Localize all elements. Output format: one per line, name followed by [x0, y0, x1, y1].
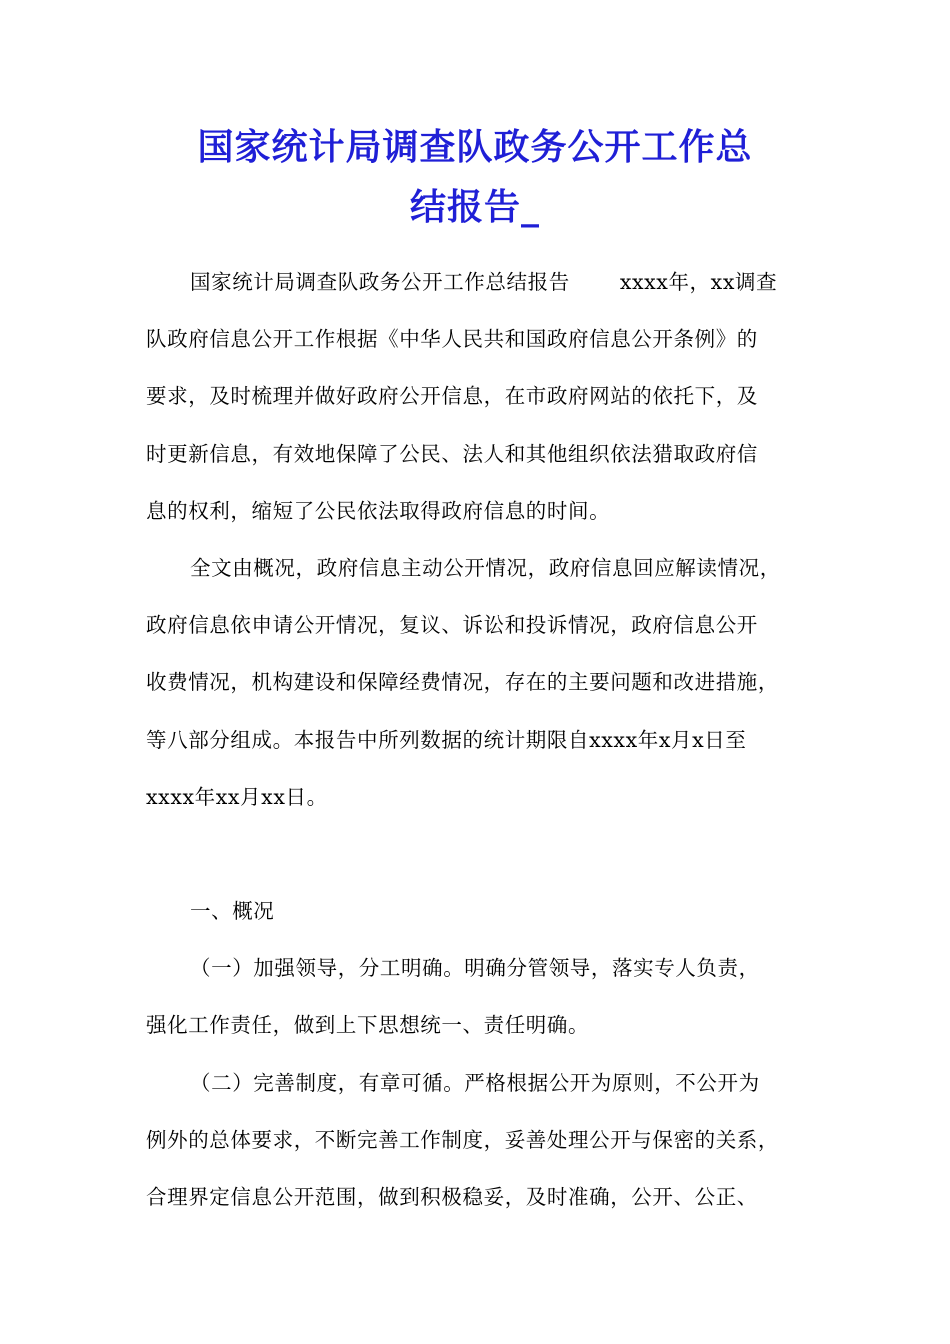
text-line: 例外的总体要求，不断完善工作制度，妥善处理公开与保密的关系， [146, 1127, 779, 1152]
paragraph-intro [146, 254, 814, 540]
text-line: 要求，及时梳理并做好政府公开信息，在市政府网站的依托下，及 [146, 384, 758, 409]
title-line-2: 结报告_ [409, 187, 540, 228]
paragraph-overview-structure [146, 540, 814, 826]
text-line [146, 254, 814, 311]
text-fragment: xxxx年，xx调查 [619, 270, 778, 294]
text-line: 等八部分组成。本报告中所列数据的统计期限自xxxx年x月x日至 [146, 727, 747, 752]
text-line: 全文由概况，政府信息主动公开情况，政府信息回应解读情况， [190, 555, 781, 580]
text-line: 政府信息依申请公开情况，复议、诉讼和投诉情况，政府信息公开 [146, 613, 758, 638]
text-line: 队政府信息公开工作根据《中华人民共和国政府信息公开条例》的 [146, 327, 758, 352]
text-line: 时更新信息，有效地保障了公民、法人和其他组织依法猎取政府信 [146, 441, 758, 466]
blank-line [146, 826, 814, 883]
text-line: 强化工作责任，做到上下思想统一、责任明确。 [146, 1013, 590, 1038]
text-line: 息的权利，缩短了公民依法取得政府信息的时间。 [146, 498, 611, 523]
text-line: （二）完善制度，有章可循。严格根据公开为原则，不公开为 [190, 1070, 760, 1095]
section-heading: 一、概况 [190, 899, 275, 924]
paragraph-leadership [146, 940, 814, 1054]
report-title-inline: 国家统计局调查队政务公开工作总结报告 [190, 270, 570, 294]
title-line-1: 国家统计局调查队政务公开工作总 [197, 127, 753, 168]
text-line: 合理界定信息公开范围，做到积极稳妥，及时准确，公开、公正、 [146, 1185, 758, 1209]
document-title [130, 118, 820, 238]
document-body [146, 254, 814, 1226]
text-line: 收费情况，机构建设和保障经费情况，存在的主要问题和改进措施， [146, 670, 779, 695]
section-heading-overview [146, 883, 814, 940]
text-line: （一）加强领导，分工明确。明确分管领导，落实专人负责， [190, 956, 760, 981]
text-line: xxxx年xx月xx日。 [146, 784, 328, 809]
paragraph-system [146, 1055, 814, 1227]
